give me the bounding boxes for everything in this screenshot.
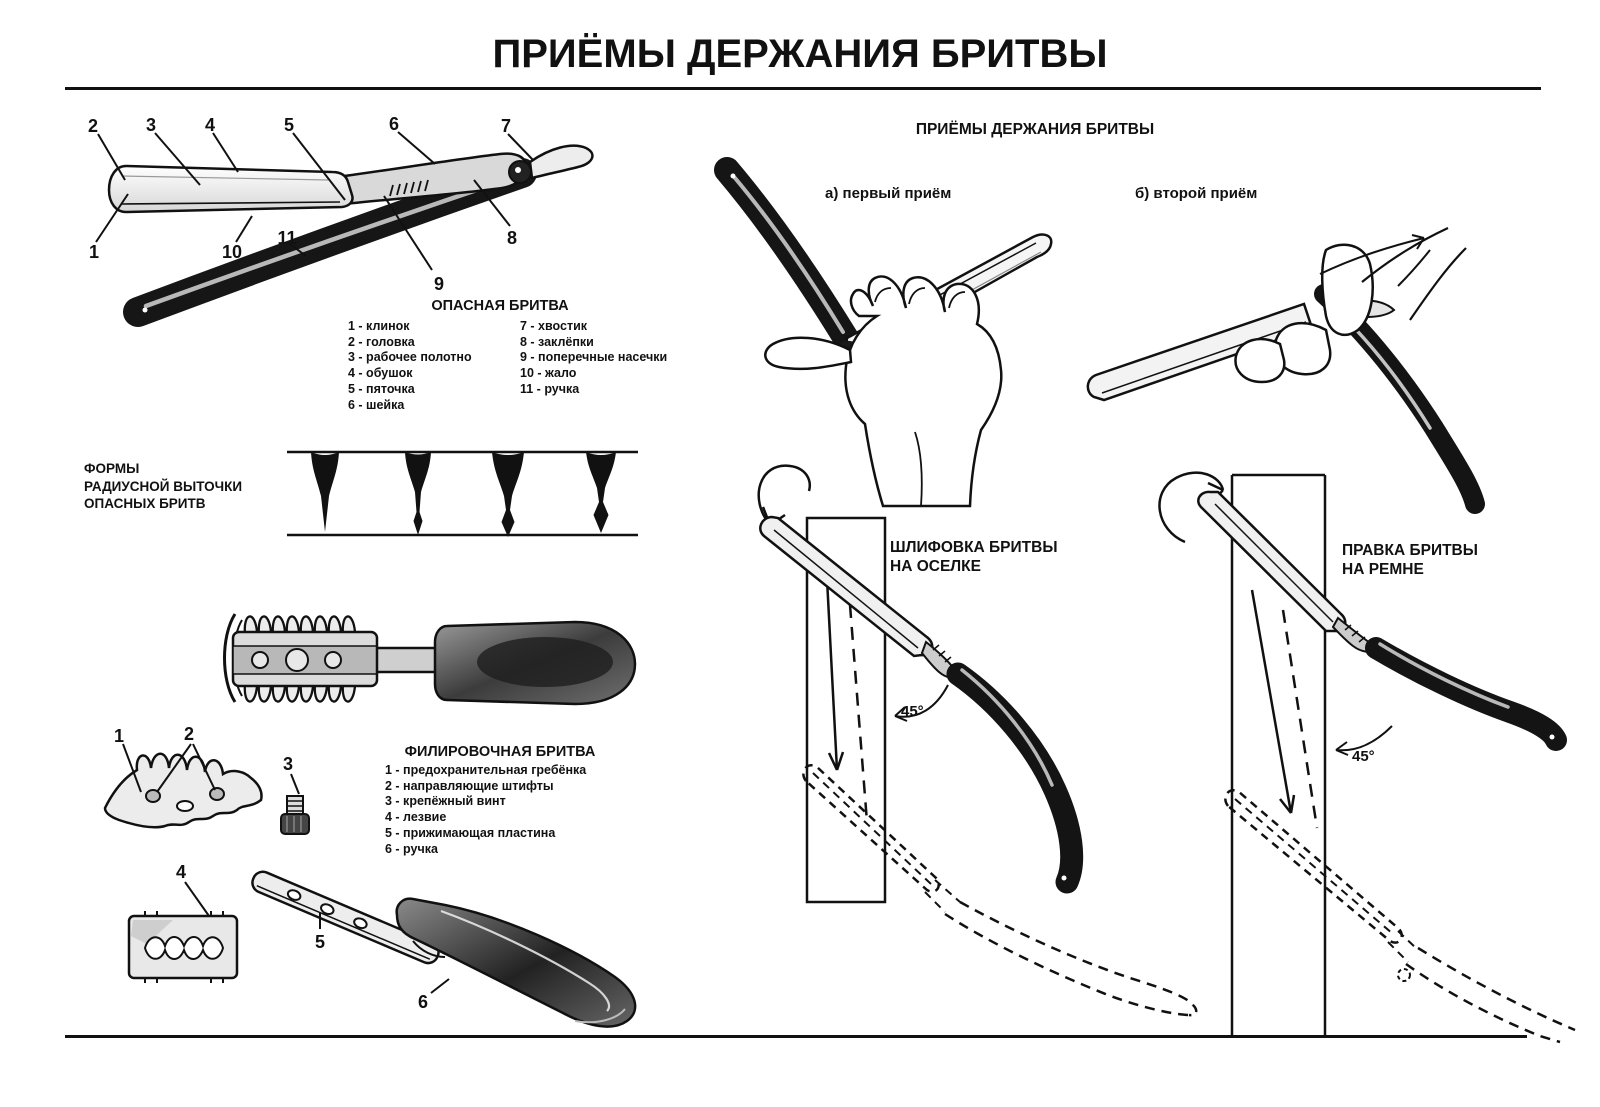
callout-6: 6 <box>388 114 400 134</box>
thinning-razor-legend <box>385 763 586 857</box>
callout-1: 1 <box>113 726 125 746</box>
legend-item: 3 - крепёжный винт <box>385 794 506 809</box>
legend-item: 11 - ручка <box>520 381 580 396</box>
finger <box>1236 339 1285 382</box>
callout-6: 6 <box>417 992 429 1012</box>
honing-angle-label: 45° <box>901 703 924 720</box>
razor-blade <box>109 166 353 212</box>
top-divider <box>65 87 1541 90</box>
legend-item: 3 - рабочее полотно <box>348 350 472 365</box>
straight-razor-legend-col2 <box>520 319 667 398</box>
page-title: ПРИЁМЫ ДЕРЖАНИЯ БРИТВЫ <box>492 32 1108 76</box>
razor-handle <box>727 170 847 340</box>
thumb <box>1322 245 1372 335</box>
legend-item: 10 - жало <box>520 366 577 381</box>
rivet <box>252 652 268 668</box>
callout-7: 7 <box>500 116 512 136</box>
callout-5: 5 <box>283 115 295 135</box>
radius-forms-line: РАДИУСНОЙ ВЫТОЧКИ <box>84 478 243 494</box>
flip-arrow <box>759 466 810 525</box>
safety-comb <box>105 754 262 828</box>
guide-pin <box>210 788 224 800</box>
callout-5: 5 <box>314 932 326 952</box>
radius-forms-label <box>84 460 242 513</box>
legend-item: 4 - лезвие <box>385 810 447 825</box>
thinning-razor-assembled <box>215 592 645 727</box>
stropping-diagram <box>1140 450 1585 1040</box>
screw-head <box>281 814 309 834</box>
grip-a-label: а) первый приём <box>825 185 952 202</box>
callout-2: 2 <box>183 724 195 744</box>
legend-item: 6 - шейка <box>348 397 405 412</box>
rivet <box>286 649 308 671</box>
callout-4: 4 <box>204 115 216 135</box>
legend-item: 8 - заклёпки <box>520 334 594 349</box>
razor-handle <box>958 674 1072 882</box>
callout-8: 8 <box>506 228 518 248</box>
legend-item: 5 - пяточка <box>348 381 415 396</box>
comb-hole <box>177 801 193 811</box>
grind-profile-shapes <box>311 452 616 537</box>
grips-section-title: ПРИЁМЫ ДЕРЖАНИЯ БРИТВЫ <box>915 121 1155 138</box>
legend-item: 2 - направляющие штифты <box>385 778 554 793</box>
blade-part <box>115 858 255 988</box>
callout-4: 4 <box>175 862 187 882</box>
razor-ghost-dashed <box>1225 790 1575 1042</box>
plate-and-handle-parts <box>245 853 645 1038</box>
legend-item: 1 - клинок <box>348 319 410 333</box>
razor-handle <box>1376 648 1556 740</box>
legend-item: 4 - обушок <box>348 366 413 381</box>
callout-3: 3 <box>282 754 294 774</box>
legend-item: 5 - прижимающая пластина <box>385 825 556 840</box>
thinning-razor-legend-title: ФИЛИРОВОЧНАЯ БРИТВА <box>404 744 596 760</box>
callout-11: 11 <box>277 228 297 248</box>
grip-b-label: б) второй приём <box>1135 185 1258 202</box>
legend-item: 7 - хвостик <box>520 319 588 333</box>
radius-forms-diagram <box>285 443 640 543</box>
legend-item: 1 - предохранительная гребёнка <box>385 763 587 777</box>
stropping-angle-label: 45° <box>1352 748 1375 765</box>
callout-1: 1 <box>88 242 100 262</box>
legend-item: 9 - поперечные насечки <box>520 350 668 365</box>
stroke-direction-arrow <box>1252 590 1294 813</box>
radius-forms-line: ОПАСНЫХ БРИТВ <box>84 496 206 511</box>
stropping-label: ПРАВКА БРИТВЫ НА РЕМНЕ <box>1342 542 1478 578</box>
callout-3: 3 <box>145 115 157 135</box>
straight-razor-legend-col1 <box>348 319 472 413</box>
razor-tail <box>530 146 592 178</box>
straight-razor-legend-title: ОПАСНАЯ БРИТВА <box>431 298 569 314</box>
callout-9: 9 <box>433 274 445 294</box>
callout-2: 2 <box>87 116 99 136</box>
radius-forms-line: ФОРМЫ <box>84 461 140 476</box>
honing-label: ШЛИФОВКА БРИТВЫ НА ОСЕЛКЕ <box>890 539 1058 575</box>
legend-item: 2 - головка <box>348 334 415 349</box>
legend-item: 6 - ручка <box>385 841 438 856</box>
rivet <box>325 652 341 668</box>
comb-and-screw-parts <box>75 712 345 847</box>
callout-10: 10 <box>221 242 243 262</box>
